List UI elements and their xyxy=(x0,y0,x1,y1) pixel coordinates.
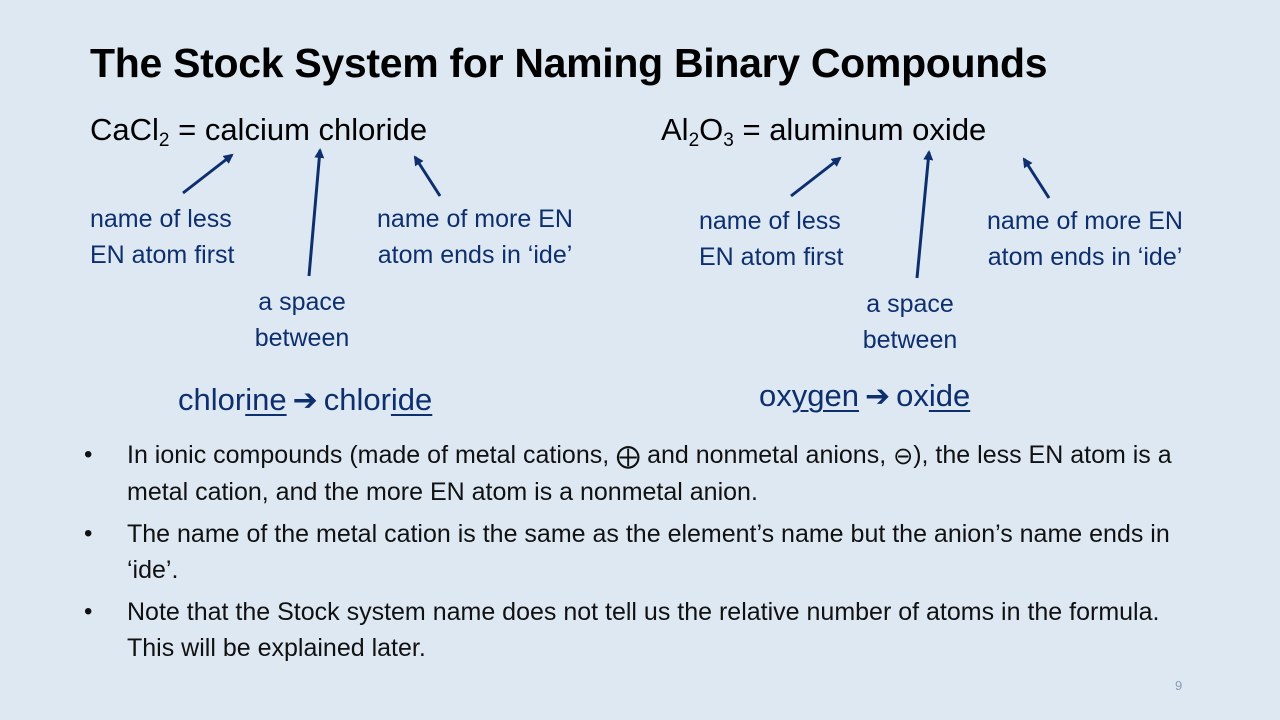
conv-suffix: ygen xyxy=(791,378,859,413)
bullet-list xyxy=(84,437,1194,672)
note-more-en-left xyxy=(355,201,595,273)
bullet-text: In ionic compounds (made of metal cations, xyxy=(127,441,617,469)
conversion-chlorine-chloride xyxy=(178,382,432,418)
bullet-text: Note that the Stock system name does not tell us the relative number of atoms in the formula. This will be explained later. xyxy=(127,598,1160,662)
conv-stem: ox xyxy=(896,378,929,413)
formula-text: CaCl xyxy=(90,112,159,147)
conversion-oxygen-oxide xyxy=(759,378,970,414)
arrow-less-en-left xyxy=(183,155,232,193)
conv-suffix: ide xyxy=(390,382,433,417)
formula-text: = aluminum oxide xyxy=(733,112,987,147)
note-line: between xyxy=(862,326,958,354)
formula-subscript: 2 xyxy=(158,130,170,151)
note-line: between xyxy=(254,324,350,352)
note-line: EN atom first xyxy=(90,241,235,269)
bullet-item xyxy=(84,594,1194,666)
formula-subscript: 2 xyxy=(688,130,700,151)
arrow-less-en-right xyxy=(791,158,840,196)
note-line: atom ends in ‘ide’ xyxy=(377,241,573,269)
bullet-text: ), the less EN atom is a metal cation, and the more EN atom is a nonmetal anion. xyxy=(127,441,1172,506)
note-more-en-right xyxy=(965,203,1205,275)
bullet-item xyxy=(84,516,1194,588)
note-line: EN atom first xyxy=(699,243,844,271)
conv-stem: chlor xyxy=(178,382,246,417)
note-less-en-left xyxy=(90,201,234,273)
slide-title: The Stock System for Naming Binary Compounds xyxy=(90,40,1048,86)
note-line: name of less xyxy=(90,205,232,233)
bullet-text: and nonmetal anions, xyxy=(640,441,894,469)
note-space-right xyxy=(840,286,980,358)
note-line: name of more EN xyxy=(987,207,1183,235)
note-line: name of more EN xyxy=(377,205,573,233)
note-line: name of less xyxy=(699,207,841,235)
conv-stem: ox xyxy=(759,378,792,413)
formula-text: Al xyxy=(661,112,689,147)
note-less-en-right xyxy=(699,203,843,275)
page-number: 9 xyxy=(1175,678,1183,693)
formula-text: = calcium chloride xyxy=(169,112,428,147)
formula-text: O xyxy=(699,112,724,147)
plus-circle-icon: ⨁ xyxy=(616,443,641,470)
note-line: a space xyxy=(866,290,954,318)
note-line: a space xyxy=(258,288,346,316)
conv-suffix: ide xyxy=(928,378,971,413)
arrow-more-en-right xyxy=(1024,159,1049,198)
bullet-item xyxy=(84,437,1194,510)
note-line: atom ends in ‘ide’ xyxy=(987,243,1183,271)
arrow-more-en-left xyxy=(415,157,440,196)
arrow-space-right xyxy=(917,152,929,278)
arrow-space-left xyxy=(309,150,320,276)
note-space-left xyxy=(232,284,372,356)
conv-suffix: ine xyxy=(245,382,287,417)
conv-stem: chlor xyxy=(323,382,391,417)
bullet-text: The name of the metal cation is the same as the element’s name but the anion’s name ends in ‘ide’. xyxy=(127,520,1170,584)
right-arrow-icon: ➔ xyxy=(292,384,318,417)
right-arrow-icon: ➔ xyxy=(864,380,891,413)
formula-subscript: 3 xyxy=(723,130,734,151)
minus-circle-icon: ⊖ xyxy=(893,443,914,470)
